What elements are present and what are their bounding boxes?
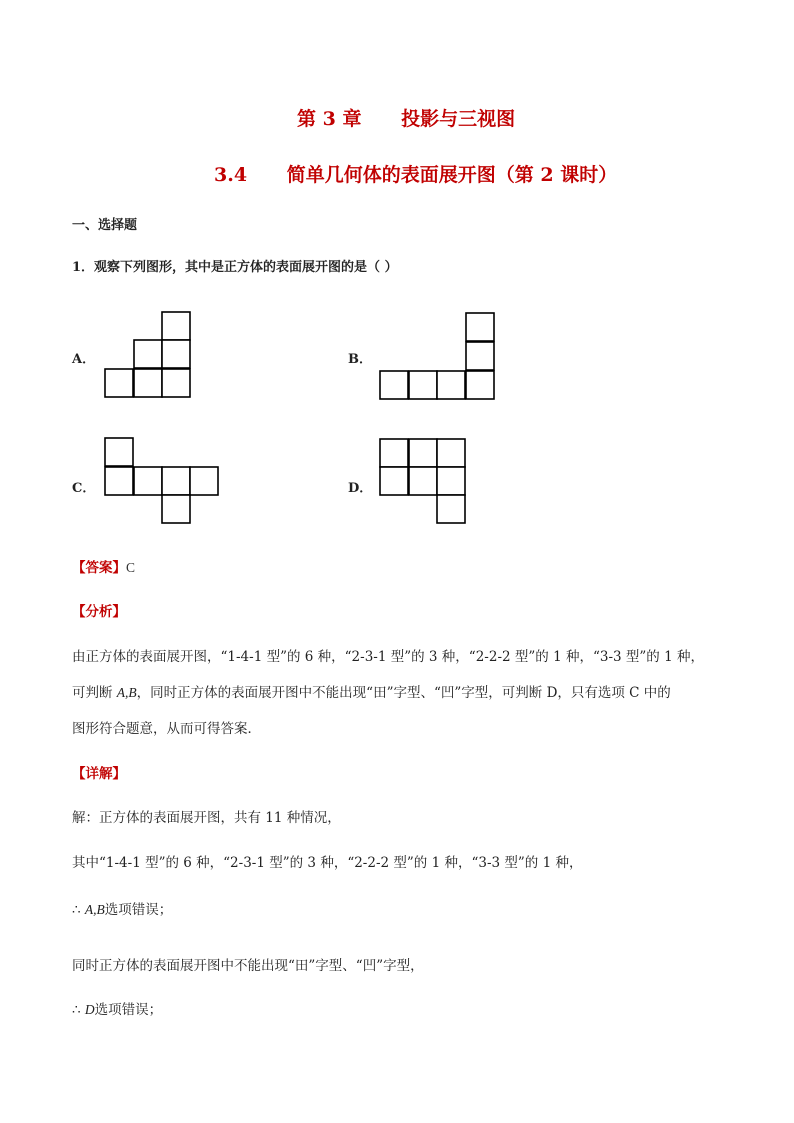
- detail-line-3-rest: 选项错误；: [104, 902, 173, 918]
- analysis-line-2-rest: ，同时正方体的表面展开图中不能出现“田”字型、“凹”字型，可判断 D，只有选项 C 中的: [136, 685, 671, 701]
- option-d-net: [380, 439, 465, 523]
- answer-tag: 【答案】: [72, 560, 126, 576]
- question-text: 1．观察下列图形，其中是正方体的表面展开图的是（ ）: [72, 260, 398, 275]
- analysis-line-1: 由正方体的表面展开图，“1-4-1 型”的 6 种，“2-3-1 型”的 3 种，“2-2-2 型”的 1 种，“3-3 型”的 1 种，: [72, 649, 704, 665]
- chapter-title: 第 3 章 投影与三视图: [297, 108, 516, 130]
- option-a-net: [105, 312, 190, 397]
- analysis-line-3: 图形符合题意，从而可得答案．: [72, 721, 261, 737]
- option-d-label: D．: [348, 481, 373, 496]
- answer-block: [72, 556, 135, 576]
- detail-math-d: D: [84, 1002, 95, 1017]
- therefore-symbol: ∴: [72, 902, 85, 918]
- section-heading: 一、选择题: [72, 218, 138, 233]
- detail-line-1: 解：正方体的表面展开图，共有 11 种情况，: [72, 810, 341, 826]
- option-b-net: [380, 313, 494, 399]
- analysis-line-2-prefix: 可判断: [72, 685, 117, 701]
- answer-value: C: [126, 560, 136, 575]
- analysis-tag: 【分析】: [72, 604, 126, 620]
- detail-line-4: 同时正方体的表面展开图中不能出现“田”字型、“凹”字型，: [72, 958, 424, 974]
- option-c-net: [105, 438, 218, 523]
- therefore-symbol-2: ∴: [72, 1002, 85, 1018]
- detail-line-2: 其中“1-4-1 型”的 6 种，“2-3-1 型”的 3 种，“2-2-2 型”的 1 种，“3-3 型”的 1 种，: [72, 855, 583, 871]
- detail-line-5-rest: 选项错误；: [94, 1002, 163, 1018]
- option-c-label: C．: [72, 481, 96, 496]
- lesson-title: 3.4 简单几何体的表面展开图（第 2 课时）: [214, 164, 618, 186]
- option-a-label: A．: [72, 352, 96, 367]
- analysis-line-2: [72, 681, 671, 701]
- detail-line-5: [72, 998, 162, 1018]
- option-b-label: B．: [348, 352, 372, 367]
- detail-tag: 【详解】: [72, 766, 126, 782]
- cube-net-figures: [0, 0, 794, 560]
- detail-math-ab: A,B: [84, 902, 105, 917]
- analysis-math-ab: A,B: [116, 685, 137, 700]
- detail-line-3: [72, 898, 172, 918]
